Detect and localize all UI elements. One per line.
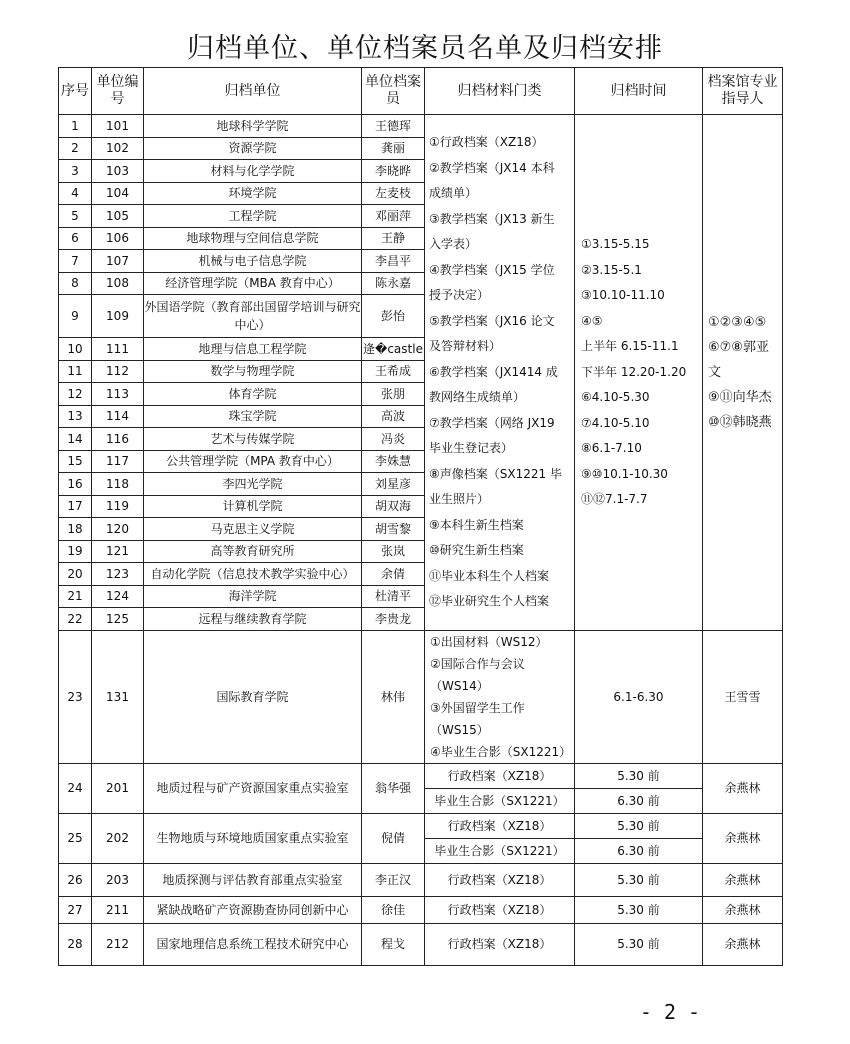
unit-code-cell: 113 [92, 383, 144, 406]
unit-name-cell: 材料与化学学院 [144, 160, 362, 183]
seq-cell: 5 [59, 205, 92, 228]
time-line: ⑧6.1-7.10 [581, 441, 642, 455]
time-line: ②3.15-5.1 [581, 262, 642, 277]
unit-code-cell: 123 [92, 563, 144, 586]
time-line: ⑨⑩10.1-10.30 [581, 466, 668, 481]
seq-cell: 28 [59, 923, 92, 965]
unit-code-cell: 108 [92, 272, 144, 295]
category-line: ⑨本科生新生档案 [429, 517, 524, 532]
category-line: ④教学档案（JX15 学位 [429, 262, 555, 277]
archivist-cell: 龚丽 [362, 137, 425, 160]
unit-code-cell: 114 [92, 405, 144, 428]
archivist-cell: 王静 [362, 227, 425, 250]
unit-code-cell: 124 [92, 585, 144, 608]
table-row [59, 763, 783, 788]
category-line: ③外国留学生工作 [430, 700, 525, 715]
guide-cell: 余燕林 [703, 896, 783, 923]
guide-cell: 余燕林 [703, 813, 783, 863]
guide-cell: 余燕林 [703, 863, 783, 896]
time-line: 下半年 12.20-1.20 [581, 364, 687, 379]
unit-name-cell: 国家地理信息系统工程技术研究中心 [144, 923, 362, 965]
archivist-cell: 林伟 [362, 630, 425, 763]
archivist-cell: 邓丽萍 [362, 205, 425, 228]
archivist-cell: 左麦枝 [362, 182, 425, 205]
guide-cell [703, 115, 783, 631]
seq-cell: 7 [59, 250, 92, 273]
unit-code-cell: 101 [92, 115, 144, 138]
header-categories: 归档材料门类 [425, 68, 575, 115]
unit-name-cell: 地球科学学院 [144, 115, 362, 138]
unit-name-cell: 地质过程与矿产资源国家重点实验室 [144, 763, 362, 813]
seq-cell: 6 [59, 227, 92, 250]
table-row [59, 115, 783, 138]
unit-name-cell: 珠宝学院 [144, 405, 362, 428]
header-time: 归档时间 [575, 68, 703, 115]
seq-cell: 4 [59, 182, 92, 205]
seq-cell: 26 [59, 863, 92, 896]
time-line: ⑪⑫7.1-7.7 [581, 492, 648, 506]
unit-name-cell: 工程学院 [144, 205, 362, 228]
archivist-cell: 张朋 [362, 383, 425, 406]
seq-cell: 23 [59, 630, 92, 763]
category-cell: 行政档案（XZ18） [425, 813, 575, 838]
page-number: - 2 - [639, 1000, 701, 1024]
archivist-cell: 杜清平 [362, 585, 425, 608]
seq-cell: 11 [59, 360, 92, 383]
seq-cell: 17 [59, 495, 92, 518]
categories-cell [425, 115, 575, 631]
archivist-cell: 李正汉 [362, 863, 425, 896]
unit-name-cell: 公共管理学院（MPA 教育中心） [144, 450, 362, 473]
archivist-cell: 陈永嘉 [362, 272, 425, 295]
unit-name-cell: 艺术与传媒学院 [144, 428, 362, 451]
unit-name-cell: 体育学院 [144, 383, 362, 406]
unit-name-cell: 外国语学院（教育部出国留学培训与研究中心） [144, 295, 362, 338]
guide-line: ⑥⑦⑧郭亚 [708, 339, 769, 355]
time-cell: 6.30 前 [575, 838, 703, 863]
unit-code-cell: 109 [92, 295, 144, 338]
seq-cell: 2 [59, 137, 92, 160]
unit-code-cell: 112 [92, 360, 144, 383]
time-line: ⑦4.10-5.10 [581, 415, 650, 430]
archivist-cell: 李晓晔 [362, 160, 425, 183]
seq-cell: 3 [59, 160, 92, 183]
unit-code-cell: 105 [92, 205, 144, 228]
header-archivist: 单位档案员 [362, 68, 425, 115]
category-line: ⑦教学档案（网络 JX19 [429, 415, 555, 430]
unit-name-cell: 马克思主义学院 [144, 518, 362, 541]
category-line: ②国际合作与会议 [430, 656, 525, 671]
category-cell: 行政档案（XZ18） [425, 863, 575, 896]
time-line: ④⑤ [581, 313, 603, 328]
unit-code-cell: 203 [92, 863, 144, 896]
unit-code-cell: 125 [92, 608, 144, 631]
seq-cell: 27 [59, 896, 92, 923]
archivist-cell: 王希成 [362, 360, 425, 383]
category-line: ①出国材料（WS12） [430, 634, 548, 649]
archivist-cell: 程戈 [362, 923, 425, 965]
category-line: ①行政档案（XZ18） [429, 135, 544, 149]
category-line: 授予决定） [429, 288, 490, 302]
seq-cell: 12 [59, 383, 92, 406]
unit-code-cell: 212 [92, 923, 144, 965]
seq-cell: 9 [59, 295, 92, 338]
unit-code-cell: 106 [92, 227, 144, 250]
document-title: 归档单位、单位档案员名单及归档安排 [187, 33, 663, 64]
unit-name-cell: 地质探测与评估教育部重点实验室 [144, 863, 362, 896]
seq-cell: 16 [59, 473, 92, 496]
unit-code-cell: 202 [92, 813, 144, 863]
category-line: 教网络生成绩单） [429, 390, 526, 404]
unit-code-cell: 117 [92, 450, 144, 473]
category-line: （WS15） [430, 722, 489, 737]
time-cell: 5.30 前 [575, 763, 703, 788]
time-cell: 6.1-6.30 [575, 630, 703, 763]
unit-code-cell: 111 [92, 338, 144, 361]
unit-code-cell: 118 [92, 473, 144, 496]
seq-cell: 15 [59, 450, 92, 473]
time-line: ⑥4.10-5.30 [581, 390, 650, 404]
category-line: ⑫毕业研究生个人档案 [429, 594, 550, 608]
unit-code-cell: 104 [92, 182, 144, 205]
archivist-cell: 彭怡 [362, 295, 425, 338]
unit-name-cell: 海洋学院 [144, 585, 362, 608]
category-line: ②教学档案（JX14 本科 [429, 160, 555, 175]
time-line: ③10.10-11.10 [581, 288, 665, 302]
header-unit: 归档单位 [144, 68, 362, 115]
category-line: ⑧声像档案（SX1221 毕 [429, 466, 562, 481]
header-unit-code: 单位编号 [92, 68, 144, 115]
unit-code-cell: 103 [92, 160, 144, 183]
unit-name-cell: 国际教育学院 [144, 630, 362, 763]
unit-code-cell: 107 [92, 250, 144, 273]
unit-name-cell: 计算机学院 [144, 495, 362, 518]
guide-line: ⑨⑪向华杰 [708, 389, 772, 405]
unit-code-cell: 102 [92, 137, 144, 160]
category-line: ⑥教学档案（JX1414 成 [429, 364, 558, 379]
category-line: （WS14） [430, 678, 489, 693]
seq-cell: 25 [59, 813, 92, 863]
unit-name-cell: 经济管理学院（MBA 教育中心） [144, 272, 362, 295]
unit-code-cell: 201 [92, 763, 144, 813]
header-seq: 序号 [59, 68, 92, 115]
unit-name-cell: 紧缺战略矿产资源勘查协同创新中心 [144, 896, 362, 923]
archivist-cell: 徐佳 [362, 896, 425, 923]
archivist-cell: 倪倩 [362, 813, 425, 863]
table-row [59, 923, 783, 965]
archivist-cell: 张岚 [362, 540, 425, 563]
category-line: ⑪毕业本科生个人档案 [429, 568, 550, 583]
unit-name-cell: 高等教育研究所 [144, 540, 362, 563]
unit-name-cell: 环境学院 [144, 182, 362, 205]
archivist-cell: 李贵龙 [362, 608, 425, 631]
archivist-cell: 余倩 [362, 563, 425, 586]
time-cell: 5.30 前 [575, 863, 703, 896]
unit-name-cell: 生物地质与环境地质国家重点实验室 [144, 813, 362, 863]
seq-cell: 14 [59, 428, 92, 451]
archivist-cell: 胡雪黎 [362, 518, 425, 541]
unit-name-cell: 地理与信息工程学院 [144, 338, 362, 361]
guide-cell: 王雪雪 [703, 630, 783, 763]
seq-cell: 8 [59, 272, 92, 295]
table-header-row [59, 68, 783, 115]
archivist-cell: 胡双海 [362, 495, 425, 518]
unit-code-cell: 119 [92, 495, 144, 518]
category-line: 成绩单） [429, 186, 478, 200]
unit-name-cell: 自动化学院（信息技术教学实验中心） [144, 563, 362, 586]
category-cell: 行政档案（XZ18） [425, 763, 575, 788]
time-line: 上半年 6.15-11.1 [581, 339, 679, 353]
unit-name-cell: 资源学院 [144, 137, 362, 160]
table-row [59, 896, 783, 923]
time-cell: 6.30 前 [575, 788, 703, 813]
category-line: ⑤教学档案（JX16 论文 [429, 313, 555, 328]
archivist-cell: 李姝慧 [362, 450, 425, 473]
unit-name-cell: 数学与物理学院 [144, 360, 362, 383]
category-line: ⑩研究生新生档案 [429, 543, 524, 557]
seq-cell: 19 [59, 540, 92, 563]
time-cell: 5.30 前 [575, 813, 703, 838]
category-line: 业生照片） [429, 492, 490, 506]
table-row [59, 630, 783, 763]
seq-cell: 22 [59, 608, 92, 631]
category-line: 毕业生登记表） [429, 441, 514, 455]
category-cell: 行政档案（XZ18） [425, 923, 575, 965]
categories-cell [425, 630, 575, 763]
seq-cell: 20 [59, 563, 92, 586]
category-line: ③教学档案（JX13 新生 [429, 211, 555, 226]
archivist-cell: 冯炎 [362, 428, 425, 451]
category-cell: 毕业生合影（SX1221） [425, 788, 575, 813]
seq-cell: 24 [59, 763, 92, 813]
category-cell: 行政档案（XZ18） [425, 896, 575, 923]
guide-cell: 余燕林 [703, 763, 783, 813]
seq-cell: 21 [59, 585, 92, 608]
archive-schedule-table [58, 67, 783, 966]
archivist-cell: 逄�castle [362, 338, 425, 361]
unit-code-cell: 116 [92, 428, 144, 451]
unit-name-cell: 地球物理与空间信息学院 [144, 227, 362, 250]
archivist-cell: 刘星彦 [362, 473, 425, 496]
table-row [59, 813, 783, 838]
category-line: 入学表） [429, 237, 478, 251]
guide-line: ⑩⑫韩晓燕 [708, 414, 772, 430]
seq-cell: 10 [59, 338, 92, 361]
archivist-cell: 高波 [362, 405, 425, 428]
category-line: 及答辩材料） [429, 339, 502, 353]
guide-line: 文 [708, 364, 722, 380]
table-row [59, 863, 783, 896]
unit-code-cell: 120 [92, 518, 144, 541]
unit-code-cell: 131 [92, 630, 144, 763]
unit-name-cell: 机械与电子信息学院 [144, 250, 362, 273]
guide-cell: 余燕林 [703, 923, 783, 965]
unit-code-cell: 121 [92, 540, 144, 563]
header-guide: 档案馆专业指导人 [703, 68, 783, 115]
time-cell: 5.30 前 [575, 896, 703, 923]
archivist-cell: 王德珲 [362, 115, 425, 138]
time-cell: 5.30 前 [575, 923, 703, 965]
archivist-cell: 翁华强 [362, 763, 425, 813]
time-line: ①3.15-5.15 [581, 237, 650, 251]
time-cell [575, 115, 703, 631]
archivist-cell: 李昌平 [362, 250, 425, 273]
seq-cell: 1 [59, 115, 92, 138]
seq-cell: 18 [59, 518, 92, 541]
seq-cell: 13 [59, 405, 92, 428]
category-line: ④毕业生合影（SX1221） [430, 744, 572, 759]
category-cell: 毕业生合影（SX1221） [425, 838, 575, 863]
guide-line: ①②③④⑤ [708, 314, 767, 330]
unit-code-cell: 211 [92, 896, 144, 923]
unit-name-cell: 李四光学院 [144, 473, 362, 496]
unit-name-cell: 远程与继续教育学院 [144, 608, 362, 631]
